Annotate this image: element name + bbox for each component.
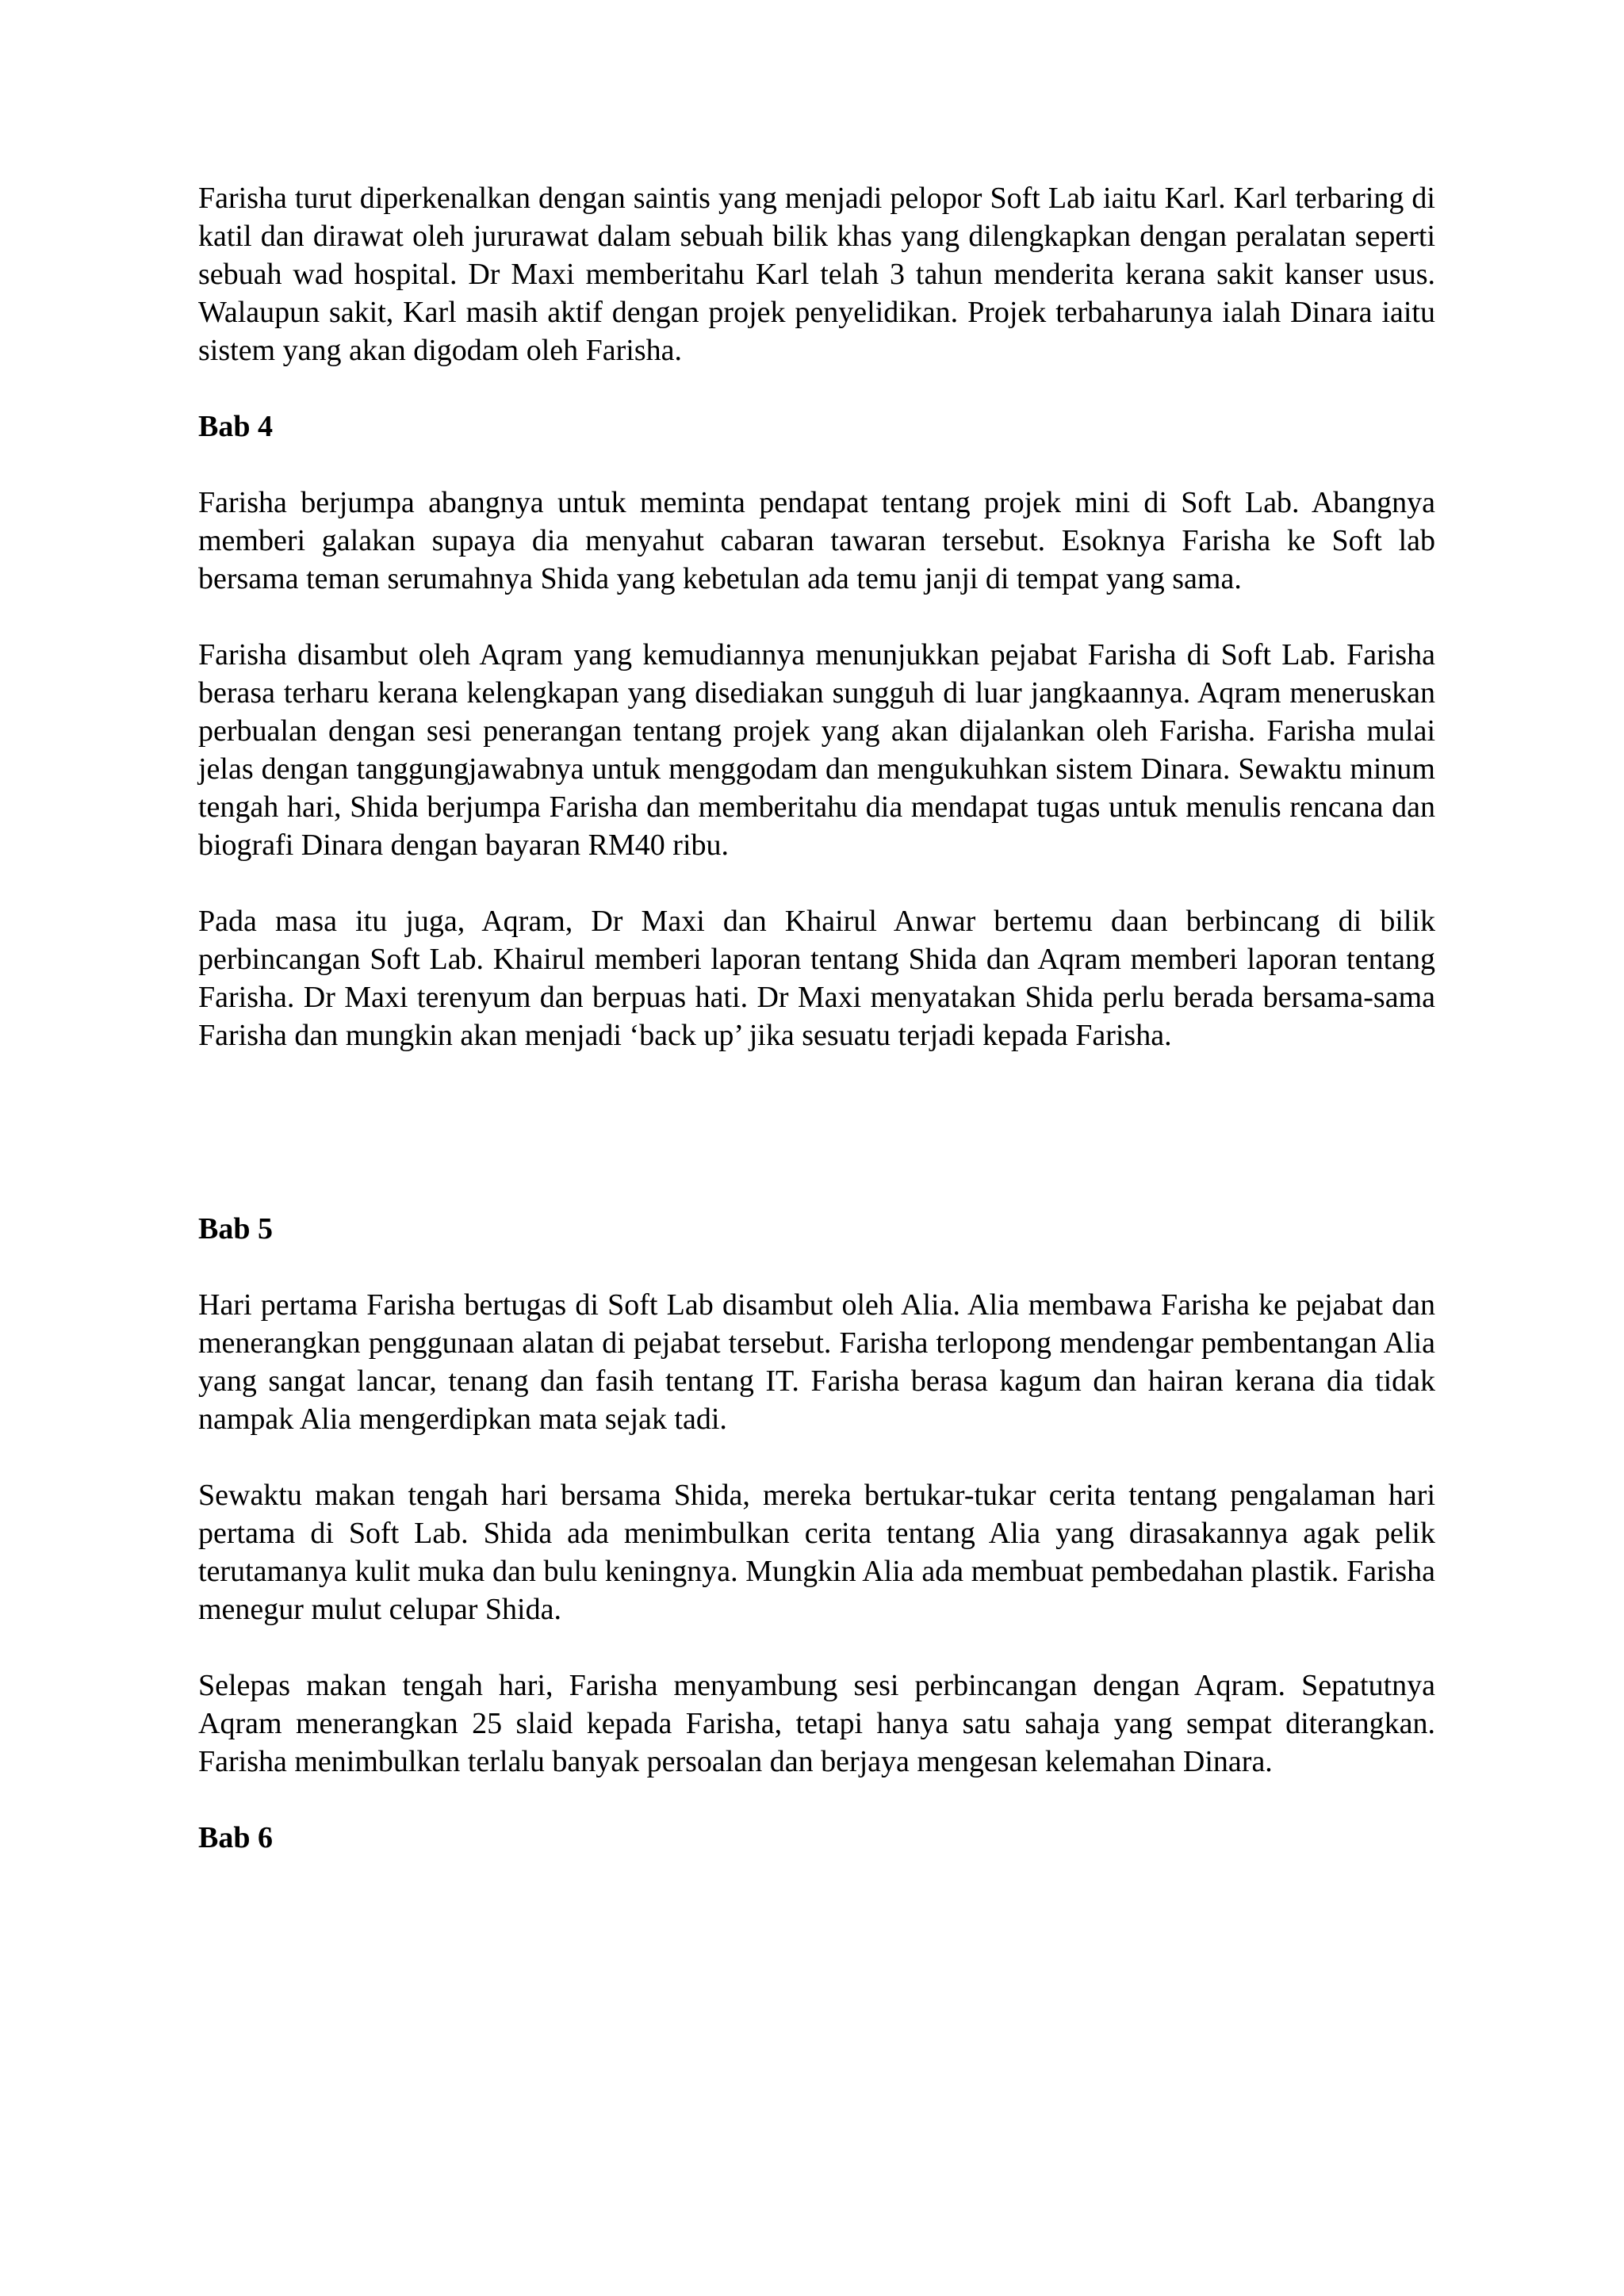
paragraph-perbincangan: Pada masa itu juga, Aqram, Dr Maxi dan Khairul Anwar bertemu daan berbincang di bilik perbincangan Soft Lab. Khairul memberi laporan tentang Shida dan Aqram memberi laporan tentang Farisha. Dr Maxi terenyum dan berpuas hati. Dr Maxi menyatakan Shida perlu berada bersama-sama Farisha dan mungkin akan menjadi ‘back up’ jika sesuatu terjadi kepada Farisha. <box>198 905 1435 1052</box>
document-body <box>198 179 1435 1857</box>
chapter-heading-bab-6: Bab 6 <box>198 1821 273 1854</box>
paragraph-farisha-abang: Farisha berjumpa abangnya untuk meminta pendapat tentang projek mini di Soft Lab. Abangnya memberi galakan supaya dia menyahut cabaran tawaran tersebut. Esoknya Farisha ke Soft lab bersama teman serumahnya Shida yang kebetulan ada temu janji di tempat yang sama. <box>198 486 1435 595</box>
paragraph-karl-intro: Farisha turut diperkenalkan dengan saintis yang menjadi pelopor Soft Lab iaitu Karl. Karl terbaring di katil dan dirawat oleh jururawat dalam sebuah bilik khas yang dilengkapkan dengan peralatan seperti sebuah wad hospital. Dr Maxi memberitahu Karl telah 3 tahun menderita kerana sakit kanser usus. Walaupun sakit, Karl masih aktif dengan projek penyelidikan. Projek terbaharunya ialah Dinara iaitu sistem yang akan digodam oleh Farisha. <box>198 182 1435 367</box>
paragraph-selepas-makan: Selepas makan tengah hari, Farisha menyambung sesi perbincangan dengan Aqram. Sepatutnya Aqram menerangkan 25 slaid kepada Farisha, tetapi hanya satu sahaja yang sempat diterangkan. Farisha menimbulkan terlalu banyak persoalan dan berjaya mengesan kelemahan Dinara. <box>198 1669 1435 1778</box>
chapter-heading-bab-4: Bab 4 <box>198 410 273 443</box>
chapter-heading-bab-5: Bab 5 <box>198 1212 273 1246</box>
paragraph-hari-pertama: Hari pertama Farisha bertugas di Soft Lab disambut oleh Alia. Alia membawa Farisha ke pejabat dan menerangkan penggunaan alatan di pejabat tersebut. Farisha terlopong mendengar pembentangan Alia yang sangat lancar, tenang dan fasih tentang IT. Farisha berasa kagum dan hairan kerana dia tidak nampak Alia mengerdipkan mata sejak tadi. <box>198 1288 1435 1436</box>
paragraph-makan-tengah-hari: Sewaktu makan tengah hari bersama Shida, mereka bertukar-tukar cerita tentang pengalaman hari pertama di Soft Lab. Shida ada menimbulkan cerita tentang Alia yang dirasakannya agak pelik terutamanya kulit muka dan bulu keningnya. Mungkin Alia ada membuat pembedahan plastik. Farisha menegur mulut celupar Shida. <box>198 1479 1435 1626</box>
paragraph-aqram-pejabat: Farisha disambut oleh Aqram yang kemudiannya menunjukkan pejabat Farisha di Soft Lab. Farisha berasa terharu kerana kelengkapan yang disediakan sungguh di luar jangkaannya. Aqram meneruskan perbualan dengan sesi penerangan tentang projek yang akan dijalankan oleh Farisha. Farisha mulai jelas dengan tanggungjawabnya untuk menggodam dan mengukuhkan sistem Dinara. Sewaktu minum tengah hari, Shida berjumpa Farisha dan memberitahu dia mendapat tugas untuk menulis rencana dan biografi Dinara dengan bayaran RM40 ribu. <box>198 638 1435 862</box>
